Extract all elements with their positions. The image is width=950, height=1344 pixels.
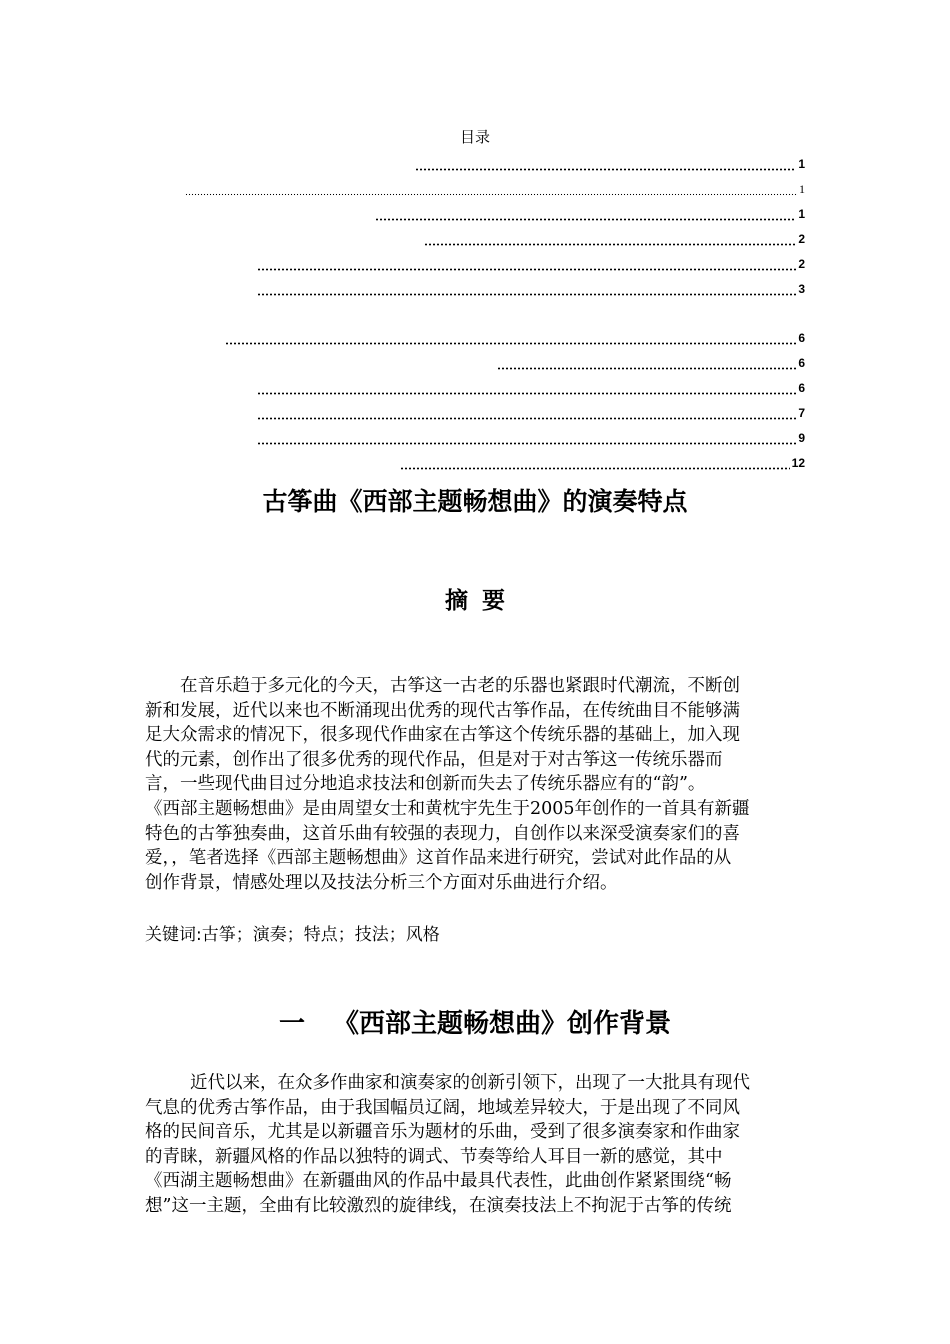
toc-page-number: 1 xyxy=(799,182,805,196)
section-line: 气息的优秀古筝作品，由于我国幅员辽阔，地域差异较大，于是出现了不同风 xyxy=(145,1097,740,1118)
toc-leader-dots xyxy=(497,356,796,370)
toc-page-number: 6 xyxy=(798,331,805,345)
document-title: 古筝曲《西部主题畅想曲》的演奏特点 xyxy=(262,487,688,516)
section-heading xyxy=(0,1003,950,1040)
keywords-label: 关键词: xyxy=(145,925,202,945)
abstract-line: 新和发展，近代以来也不断涌现出优秀的现代古筝作品，在传统曲目不能够满 xyxy=(145,700,740,721)
toc-page-number: 6 xyxy=(798,381,805,395)
abstract-line: 爱，，笔者选择《西部主题畅想曲》这首作品来进行研究，尝试对此作品的从 xyxy=(145,848,732,869)
toc-leader-dots xyxy=(257,406,796,420)
toc-entry[interactable] xyxy=(257,282,805,296)
toc-entry[interactable] xyxy=(225,331,805,345)
abstract-line: 在音乐趋于多元化的今天，古筝这一古老的乐器也紧跟时代潮流，不断创 xyxy=(180,676,740,696)
keywords-list: 古筝；演奏；特点；技法；风格 xyxy=(201,925,440,945)
abstract-line: 创作背景，情感处理以及技法分析三个方面对乐曲进行介绍。 xyxy=(145,872,618,893)
toc-entry[interactable] xyxy=(185,182,805,196)
toc-leader-dots xyxy=(257,431,796,445)
toc-entry[interactable] xyxy=(415,157,805,171)
toc-leader-dots xyxy=(257,257,796,271)
toc-entry[interactable] xyxy=(257,406,805,420)
toc-leader-dots xyxy=(257,381,796,395)
toc-leader-dots xyxy=(424,232,796,246)
toc-page-number: 6 xyxy=(798,356,805,370)
abstract-line: 言，一些现代曲目过分地追求技法和创新而失去了传统乐器应有的“韵”。 xyxy=(145,774,706,795)
toc-entry[interactable] xyxy=(497,356,805,370)
section-title: 《西部主题畅想曲》创作背景 xyxy=(333,1009,672,1039)
abstract-line: 足大众需求的情况下，很多现代作曲家在古筝这个传统乐器的基础上，加入现 xyxy=(145,725,740,746)
toc-entry[interactable] xyxy=(400,456,805,470)
toc-page-number: 1 xyxy=(798,207,805,221)
keywords xyxy=(145,924,440,946)
toc-entry[interactable] xyxy=(257,431,805,445)
toc-page-number: 3 xyxy=(798,282,805,296)
abstract-heading: 摘要 xyxy=(445,588,519,614)
section-line: 的青睐，新疆风格的作品以独特的调式、节奏等给人耳目一新的感觉，其中 xyxy=(145,1146,723,1167)
toc-entry[interactable] xyxy=(257,257,805,271)
toc-leader-dots xyxy=(257,282,796,296)
section-line: 想”这一主题，全曲有比较激烈的旋律线，在演奏技法上不拘泥于古筝的传统 xyxy=(145,1195,732,1216)
toc-leader-dots xyxy=(400,456,790,470)
toc-page-number: 2 xyxy=(798,232,805,246)
toc-page-number: 2 xyxy=(798,257,805,271)
toc-page-number: 7 xyxy=(798,406,805,420)
section-paragraph xyxy=(145,1071,805,1219)
section-number: 一 xyxy=(278,1009,305,1039)
abstract-line: 《西部主题畅想曲》是由周望女士和黄枕宇先生于2005年创作的一首具有新疆 xyxy=(145,798,750,819)
toc-page-number: 9 xyxy=(798,431,805,445)
toc-leader-dots xyxy=(415,157,796,171)
abstract-line: 特色的古筝独奏曲，这首乐曲有较强的表现力，自创作以来深受演奏家们的喜 xyxy=(145,823,740,844)
toc-page-number: 12 xyxy=(791,456,805,470)
section-line: 《西湖主题畅想曲》在新疆曲风的作品中最具代表性，此曲创作紧紧围绕“畅 xyxy=(145,1171,732,1192)
abstract-paragraph xyxy=(145,674,805,895)
toc-title: 目录 xyxy=(459,128,490,146)
toc-entry[interactable] xyxy=(257,381,805,395)
toc-leader-dots xyxy=(225,331,796,345)
section-line: 近代以来，在众多作曲家和演奏家的创新引领下，出现了一大批具有现代 xyxy=(190,1073,750,1093)
toc-entry[interactable] xyxy=(375,207,805,221)
toc-entry[interactable] xyxy=(424,232,805,246)
toc-leader-dots xyxy=(375,207,796,221)
toc-page-number: 1 xyxy=(798,157,805,171)
abstract-line: 代的元素，创作出了很多优秀的现代作品，但是对于对古筝这一传统乐器而 xyxy=(145,749,723,770)
section-line: 格的民间音乐，尤其是以新疆音乐为题材的乐曲，受到了很多演奏家和作曲家 xyxy=(145,1122,740,1143)
toc-leader-dots xyxy=(185,182,797,196)
